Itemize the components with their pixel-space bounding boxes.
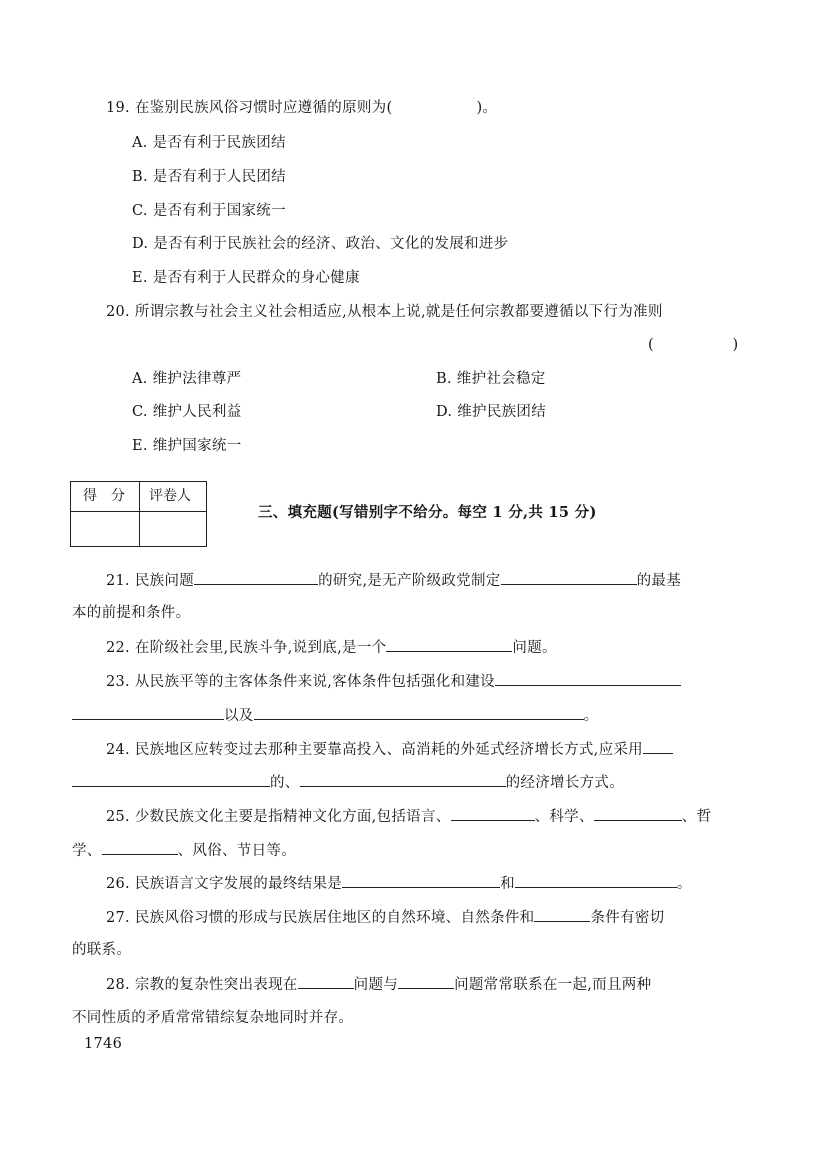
blank-line bbox=[254, 705, 584, 720]
q27-line2: 的联系。 bbox=[72, 942, 132, 958]
blank-line bbox=[594, 806, 682, 821]
q20-answer-paren: ( ) bbox=[648, 337, 739, 353]
q19-option-d: D. 是否有利于民族社会的经济、政治、文化的发展和进步 bbox=[132, 236, 509, 252]
score-table-divider bbox=[139, 482, 140, 546]
q24-line1: 24. 民族地区应转变过去那种主要靠高投入、高消耗的外延式经济增长方式,应采用 bbox=[106, 739, 673, 760]
q20-stem: 20. 所谓宗教与社会主义社会相适应,从根本上说,就是任何宗教都要遵循以下行为准则 bbox=[106, 304, 663, 320]
blank-line bbox=[643, 739, 673, 754]
blank-line bbox=[501, 570, 637, 585]
score-table bbox=[70, 481, 207, 547]
blank-line bbox=[102, 840, 178, 855]
q24-line2: 的、 的经济增长方式。 bbox=[72, 772, 624, 793]
q20-option-d: D. 维护民族团结 bbox=[436, 404, 547, 420]
page-number: 1746 bbox=[84, 1036, 123, 1052]
section-title: 三、填充题(写错别字不给分。每空 1 分,共 15 分) bbox=[258, 504, 597, 521]
q19-option-c: C. 是否有利于国家统一 bbox=[132, 203, 286, 219]
q26-line: 26. 民族语言文字发展的最终结果是 和 。 bbox=[106, 873, 692, 894]
q28-line1: 28. 宗教的复杂性突出表现在 问题与 问题常常联系在一起,而且两种 bbox=[106, 974, 651, 995]
reviewer-label: 评卷人 bbox=[149, 488, 191, 504]
blank-line bbox=[495, 671, 681, 686]
blank-line bbox=[342, 873, 500, 888]
blank-line bbox=[515, 873, 677, 888]
blank-line bbox=[300, 772, 506, 787]
q20-option-b: B. 维护社会稳定 bbox=[436, 371, 546, 387]
q21-line1: 21. 民族问题 的研究,是无产阶级政党制定 的最基 bbox=[106, 570, 681, 591]
q23-line2: 以及 。 bbox=[72, 705, 598, 726]
blank-line bbox=[194, 570, 318, 585]
score-label: 得 分 bbox=[83, 488, 125, 504]
q19-option-b: B. 是否有利于人民团结 bbox=[132, 169, 286, 185]
q19-option-a: A. 是否有利于民族团结 bbox=[132, 135, 286, 151]
blank-line bbox=[298, 974, 354, 989]
blank-line bbox=[398, 974, 454, 989]
q20-option-e: E. 维护国家统一 bbox=[132, 438, 242, 454]
q20-option-c: C. 维护人民利益 bbox=[132, 404, 242, 420]
blank-line bbox=[451, 806, 535, 821]
blank-line bbox=[534, 907, 590, 922]
blank-line bbox=[72, 705, 224, 720]
blank-line bbox=[386, 637, 512, 652]
q19-option-e: E. 是否有利于人民群众的身心健康 bbox=[132, 270, 360, 286]
q25-line2: 学、 、风俗、节日等。 bbox=[72, 840, 296, 861]
q19-stem: 19. 在鉴别民族风俗习惯时应遵循的原则为( )。 bbox=[106, 100, 498, 116]
q25-line1: 25. 少数民族文化主要是指精神文化方面,包括语言、 、科学、 、哲 bbox=[106, 806, 711, 827]
blank-line bbox=[72, 772, 270, 787]
q28-line2: 不同性质的矛盾常常错综复杂地同时并存。 bbox=[72, 1010, 354, 1026]
q27-line1: 27. 民族风俗习惯的形成与民族居住地区的自然环境、自然条件和 条件有密切 bbox=[106, 907, 664, 928]
q21-line2: 本的前提和条件。 bbox=[72, 605, 191, 621]
q20-option-a: A. 维护法律尊严 bbox=[132, 371, 242, 387]
q23-line1: 23. 从民族平等的主客体条件来说,客体条件包括强化和建设 bbox=[106, 671, 681, 692]
q22-line: 22. 在阶级社会里,民族斗争,说到底,是一个 问题。 bbox=[106, 637, 557, 658]
